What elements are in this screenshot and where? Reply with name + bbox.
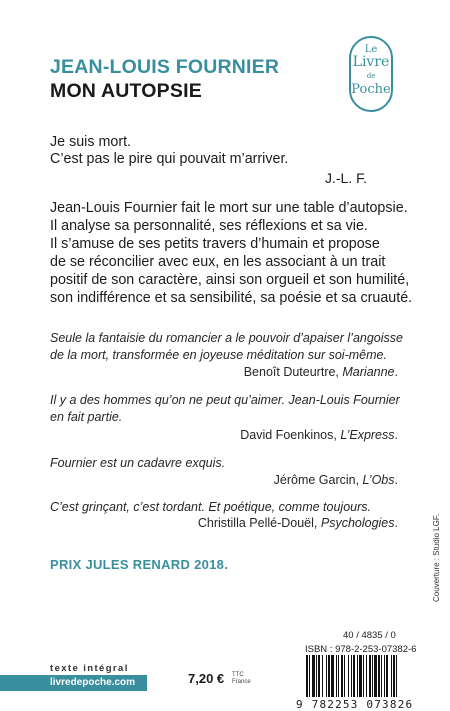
prize-line: PRIX JULES RENARD 2018. — [50, 557, 229, 572]
quote-author: Jérôme Garcin, — [273, 473, 363, 487]
barcode-bar — [396, 655, 397, 697]
barcode-bar — [306, 655, 308, 697]
barcode-bar — [386, 655, 388, 697]
barcode-bar — [344, 655, 345, 697]
quote-1-attribution — [244, 365, 398, 379]
quote-1-line-2: de la mort, transformée en joyeuse méditation sur soi-même. — [50, 348, 387, 362]
logo-line-4: Poche — [351, 82, 391, 97]
quote-end: . — [394, 473, 398, 487]
price-tax-note — [232, 672, 251, 686]
barcode-bar — [381, 655, 382, 697]
quote-3-line-1: Fournier est un cadavre exquis. — [50, 456, 226, 470]
quote-3-attribution — [274, 473, 398, 487]
logo-line-3: de — [366, 72, 376, 80]
barcode-bar — [391, 655, 392, 697]
barcode-bar — [322, 655, 323, 697]
quote-2-attribution — [240, 428, 398, 442]
barcode-bar — [326, 655, 327, 697]
ttc-label: TTC — [232, 672, 244, 678]
barcode-bar — [384, 655, 385, 697]
quote-2-line-1: Il y a des hommes qu’on ne peut qu’aimer. Jean-Louis Fournier — [50, 393, 400, 407]
quote-source: L’Obs — [362, 473, 395, 487]
barcode-bar — [374, 655, 377, 697]
quote-4-attribution — [198, 516, 398, 530]
barcode-bar — [378, 655, 380, 697]
website-link[interactable]: livredepoche.com — [0, 675, 147, 691]
quote-author: Benoît Duteurtre, — [243, 365, 343, 379]
blurb-line: positif de son caractère, ainsi son orgueil et son humilité, — [50, 272, 410, 288]
quote-1-line-1: Seule la fantaisie du romancier a le pouvoir d’apaiser l’angoisse — [50, 331, 403, 345]
barcode-bar — [336, 655, 337, 697]
barcode-icon — [305, 655, 425, 701]
isbn: ISBN : 978-2-253-07382-6 — [305, 644, 417, 655]
ttc-country: France — [232, 679, 251, 685]
blurb-paragraph — [50, 199, 412, 307]
book-title: MON AUTOPSIE — [50, 80, 202, 102]
barcode-bar — [372, 655, 373, 697]
quote-author: Christilla Pellé-Douël, — [197, 516, 321, 530]
barcode-bar — [357, 655, 358, 697]
barcode-bar — [369, 655, 371, 697]
catalog-number: 40 / 4835 / 0 — [343, 630, 396, 641]
blurb-line: Il analyse sa personnalité, ses réflexions et sa vie. — [50, 218, 368, 234]
barcode-digits: 9 782253 073826 — [296, 698, 414, 711]
barcode-bar — [366, 655, 367, 697]
texte-integral-label: texte intégral — [50, 663, 129, 674]
quote-end: . — [394, 516, 398, 530]
barcode-bar — [312, 655, 315, 697]
barcode-bar — [351, 655, 352, 697]
author-name: JEAN-LOUIS FOURNIER — [50, 56, 280, 78]
epigraph-line-2: C’est pas le pire qui pouvait m’arriver. — [50, 151, 289, 167]
barcode-bar — [393, 655, 395, 697]
logo-line-1: Le — [364, 44, 378, 55]
barcode-bar — [348, 655, 349, 697]
blurb-line: son indifférence et sa sensibilité, sa poésie et sa cruauté. — [50, 290, 413, 306]
quote-source: L’Express — [340, 428, 395, 442]
barcode-bar — [316, 655, 317, 697]
barcode-bar — [341, 655, 343, 697]
quote-end: . — [394, 428, 398, 442]
epigraph-line-1: Je suis mort. — [50, 134, 132, 150]
price: 7,20 € — [188, 671, 225, 686]
quote-end: . — [394, 365, 398, 379]
epigraph-signature: J.-L. F. — [324, 170, 367, 186]
barcode-bar — [338, 655, 339, 697]
barcode-bar — [328, 655, 330, 697]
blurb-line: Jean-Louis Fournier fait le mort sur une table d’autopsie. — [50, 200, 408, 216]
quote-2-line-2: en fait partie. — [50, 410, 123, 424]
barcode-bar — [318, 655, 320, 697]
quote-source: Marianne — [342, 365, 395, 379]
livre-de-poche-logo — [349, 36, 393, 112]
quote-author: David Foenkinos, — [240, 428, 341, 442]
blurb-line: Il s’amuse de ses petits travers d’humain et propose — [50, 236, 380, 252]
cover-credit: Couverture : Studio LGF. — [432, 513, 441, 602]
quote-4-line-1: C’est grinçant, c’est tordant. Et poétique, comme toujours. — [50, 500, 371, 514]
barcode-bar — [353, 655, 355, 697]
logo-line-2: Livre — [352, 54, 390, 70]
barcode-bar — [363, 655, 364, 697]
barcode-bar — [309, 655, 310, 697]
barcode-bar — [331, 655, 334, 697]
barcode-bar — [359, 655, 362, 697]
quote-source: Psychologies — [320, 516, 395, 530]
blurb-line: de se réconcilier avec eux, en les associant à un trait — [50, 254, 386, 270]
